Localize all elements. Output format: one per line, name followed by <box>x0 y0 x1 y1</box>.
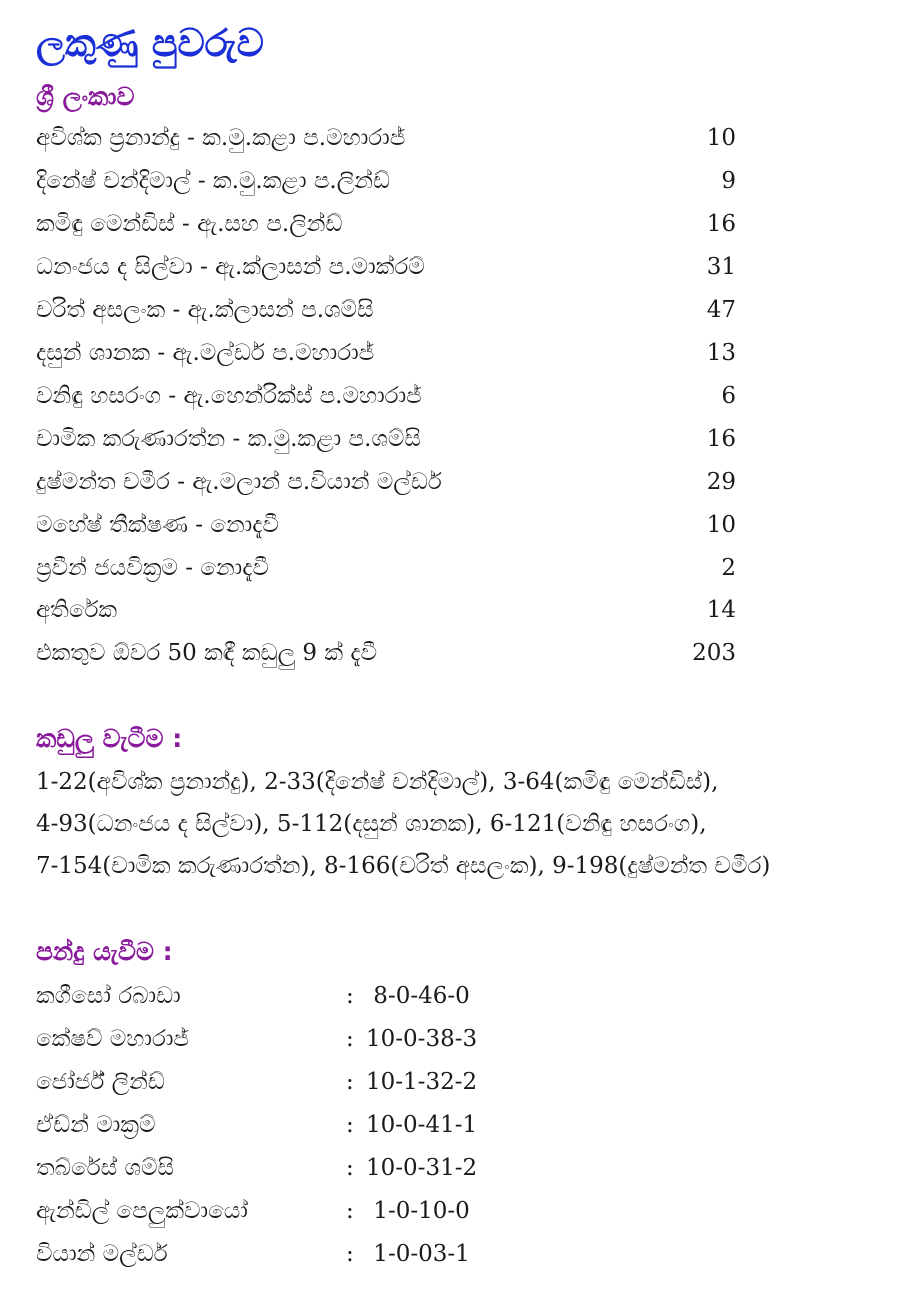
batsman-dismissal: වනිඳු හසරංග - ඇ.හෙන්රික්ස් ප.මහාරාජ් <box>36 383 422 409</box>
total-row <box>36 635 736 671</box>
bowling-figures: 10-0-41-1 <box>366 1112 478 1138</box>
separator: : <box>346 1069 354 1095</box>
batsman-runs: 31 <box>706 254 736 280</box>
fow-line: 7-154(චාමික කරුණාරත්න), 8-166(චරිත් අසලංක), 9-198(දුෂ්මන්ත චමීර) <box>36 853 771 879</box>
batting-row <box>36 464 736 500</box>
bowling-row <box>36 1064 636 1100</box>
bowling-row <box>36 978 636 1014</box>
batsman-runs: 2 <box>721 555 736 581</box>
bowler-name: ඇන්ඩිල් පෙලුක්වායෝ <box>36 1198 248 1224</box>
bowler-name: ජෝර්ජ් ලින්ඩ් <box>36 1069 165 1095</box>
fow-line: 1-22(අවිශ්ක ප්‍රනාන්දු), 2-33(දිනේෂ් චන්දිමාල්), 3-64(කමිඳු මෙන්ඩිස්), <box>36 769 719 795</box>
extras-runs: 14 <box>706 597 736 623</box>
batsman-runs: 16 <box>706 426 736 452</box>
batsman-dismissal: චරිත් අසලංක - ඇ.ක්ලාසන් ප.ශම්සි <box>36 297 374 323</box>
bowling-row <box>36 1236 636 1272</box>
bowling-heading: පන්දු යැවීම : <box>36 937 173 966</box>
batsman-runs: 29 <box>706 469 736 495</box>
page-title: ලකුණු පුවරුව <box>36 21 264 65</box>
batsman-dismissal: දසුන් ශානක - ඇ.මල්ඩර් ප.මහාරාජ් <box>36 340 375 366</box>
batsman-dismissal: චාමික කරුණාරත්න - ක.මු.කළා ප.ශම්සි <box>36 426 421 452</box>
separator: : <box>346 983 354 1009</box>
batsman-dismissal: ධනංජය ද සිල්වා - ඇ.ක්ලාසන් ප.මාක්රම් <box>36 254 425 280</box>
bowler-name: කේෂව් මහාරාජ් <box>36 1026 189 1052</box>
batsman-runs: 47 <box>706 297 736 323</box>
fow-line: 4-93(ධනංජය ද සිල්වා), 5-112(දසුන් ශානක), 6-121(වනිඳු හසරංග), <box>36 811 707 837</box>
bowling-figures: 10-0-38-3 <box>366 1026 478 1052</box>
fall-of-wickets-heading: කඩුලු වැටීම : <box>36 724 183 753</box>
batsman-runs: 10 <box>706 125 736 151</box>
bowling-figures: 10-0-31-2 <box>366 1155 478 1181</box>
batsman-runs: 10 <box>706 512 736 538</box>
separator: : <box>346 1198 354 1224</box>
batsman-dismissal: ප්‍රවීන් ජයවික්‍රම - නොදැවී <box>36 555 270 581</box>
batsman-runs: 13 <box>706 340 736 366</box>
batsman-runs: 6 <box>721 383 736 409</box>
bowling-row <box>36 1107 636 1143</box>
bowler-name: ඒඩ්න් මාක්‍රම් <box>36 1112 156 1138</box>
bowler-name: කගීසෝ රබාඩා <box>36 983 181 1009</box>
batting-row <box>36 163 736 199</box>
batsman-runs: 16 <box>706 211 736 237</box>
batsman-dismissal: කමිඳු මෙන්ඩිස් - ඇ.සහ ප.ලින්ඩ් <box>36 211 343 237</box>
batting-row <box>36 292 736 328</box>
batting-row <box>36 249 736 285</box>
bowling-figures: 1-0-10-0 <box>366 1198 470 1224</box>
batsman-dismissal: අවිශ්ක ප්‍රනාන්දු - ක.මු.කළා ප.මහාරාජ් <box>36 125 406 151</box>
batting-row <box>36 507 736 543</box>
bowling-figures: 10-1-32-2 <box>366 1069 478 1095</box>
batting-row <box>36 335 736 371</box>
bowling-row <box>36 1150 636 1186</box>
batting-row <box>36 550 736 586</box>
separator: : <box>346 1241 354 1267</box>
bowling-row <box>36 1021 636 1057</box>
separator: : <box>346 1026 354 1052</box>
bowler-name: වියාන් මල්ඩර් <box>36 1241 168 1267</box>
extras-row <box>36 592 736 628</box>
team-heading: ශ්‍රී ලංකාව <box>36 82 135 111</box>
total-runs: 203 <box>692 640 736 666</box>
batting-row <box>36 378 736 414</box>
batsman-dismissal: දිනේෂ් චන්දිමාල් - ක.මු.කළා ප.ලින්ඩ් <box>36 168 390 194</box>
separator: : <box>346 1155 354 1181</box>
extras-label: අතිරේක <box>36 597 118 623</box>
batsman-dismissal: මහේෂ් තීක්ෂණ - නොදැවී <box>36 512 279 538</box>
batsman-dismissal: දුෂ්මන්ත චමීර - ඇ.මලාන් ප.වියාන් මල්ඩර් <box>36 469 442 495</box>
bowling-figures: 1-0-03-1 <box>366 1241 470 1267</box>
bowling-row <box>36 1193 636 1229</box>
batting-row <box>36 206 736 242</box>
batsman-runs: 9 <box>721 168 736 194</box>
batting-row <box>36 421 736 457</box>
separator: : <box>346 1112 354 1138</box>
bowler-name: තබ්රේස් ශම්සි <box>36 1155 175 1181</box>
bowling-figures: 8-0-46-0 <box>366 983 470 1009</box>
total-label: එකතුව ඕවර 50 කඳී කඩුලු 9 ක් දැවී <box>36 640 378 666</box>
batting-row <box>36 120 736 156</box>
